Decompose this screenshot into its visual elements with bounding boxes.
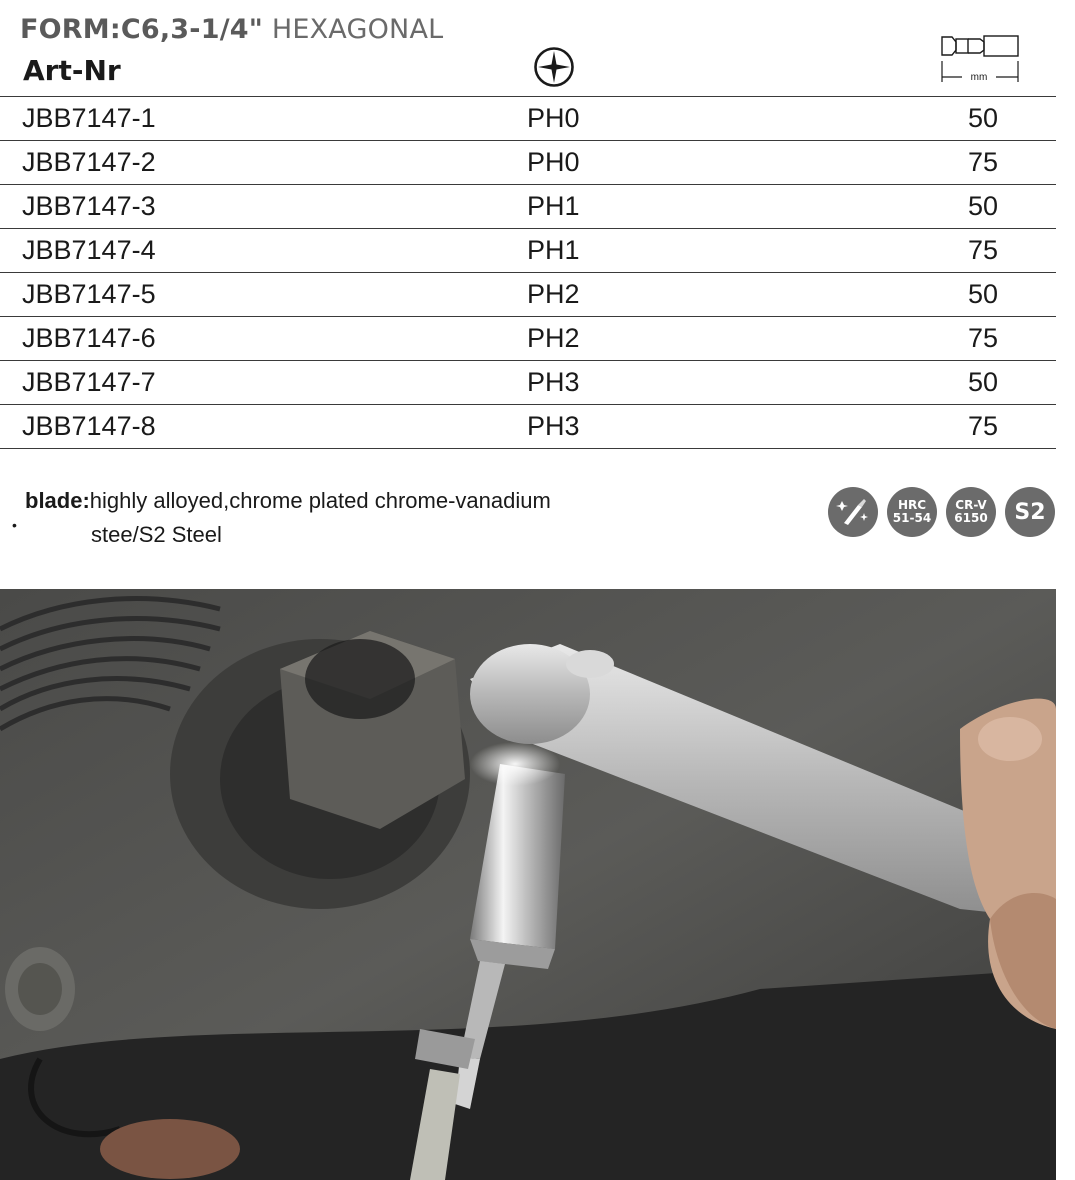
table-row xyxy=(0,184,1056,228)
tip-size: PH3 xyxy=(527,411,580,441)
table-row xyxy=(0,228,1056,272)
phillips-cross-icon xyxy=(533,46,575,88)
table-row xyxy=(0,272,1056,316)
art-nr: JBB7147-3 xyxy=(22,191,156,221)
length-unit: mm xyxy=(970,72,988,82)
length-value: 50 xyxy=(968,367,999,397)
length-value: 50 xyxy=(968,103,999,133)
tip-size: PH2 xyxy=(527,323,580,353)
product-photo xyxy=(0,589,1056,1180)
table-row xyxy=(0,316,1056,360)
blade-line1: highly alloyed,chrome plated chrome-vanadium xyxy=(89,488,551,513)
bit-length-icon xyxy=(938,30,1022,82)
table-row xyxy=(0,140,1056,184)
art-nr: JBB7147-1 xyxy=(22,103,156,133)
product-table xyxy=(0,96,1056,449)
blade-label: blade: xyxy=(25,488,90,513)
s2-badge xyxy=(1005,487,1055,537)
s2-label: S2 xyxy=(1014,499,1046,525)
hrc-badge xyxy=(887,487,937,537)
blade-line2: stee/S2 Steel xyxy=(91,522,222,547)
length-value: 75 xyxy=(968,235,999,265)
tip-size: PH1 xyxy=(527,191,580,221)
tip-size: PH3 xyxy=(527,367,580,397)
length-value: 50 xyxy=(968,279,999,309)
art-nr-header: Art-Nr xyxy=(23,54,121,87)
length-value: 75 xyxy=(968,147,999,177)
art-nr: JBB7147-8 xyxy=(22,411,156,441)
length-value: 75 xyxy=(968,411,999,441)
length-value: 75 xyxy=(968,323,999,353)
table-row xyxy=(0,404,1056,449)
art-nr: JBB7147-2 xyxy=(22,147,156,177)
table-row xyxy=(0,360,1056,404)
table-row xyxy=(0,96,1056,140)
sparkle-bit-icon xyxy=(828,487,878,537)
form-type: HEXAGONAL xyxy=(271,14,444,45)
art-nr: JBB7147-5 xyxy=(22,279,156,309)
art-nr: JBB7147-6 xyxy=(22,323,156,353)
crv-value: 6150 xyxy=(954,511,988,525)
form-spec: FORM:C6,3-1/4" xyxy=(20,14,264,45)
blade-description xyxy=(25,484,551,552)
tip-size: PH0 xyxy=(527,147,580,177)
crv-label: CR-V xyxy=(955,498,987,512)
art-nr: JBB7147-7 xyxy=(22,367,156,397)
art-nr: JBB7147-4 xyxy=(22,235,156,265)
crv-badge xyxy=(946,487,996,537)
hrc-value: 51-54 xyxy=(892,511,932,525)
tip-size: PH1 xyxy=(527,235,580,265)
tip-size: PH2 xyxy=(527,279,580,309)
form-title xyxy=(20,14,443,45)
bullet-dot: • xyxy=(12,517,17,533)
tip-size: PH0 xyxy=(527,103,580,133)
hrc-label: HRC xyxy=(897,498,927,512)
length-value: 50 xyxy=(968,191,999,221)
